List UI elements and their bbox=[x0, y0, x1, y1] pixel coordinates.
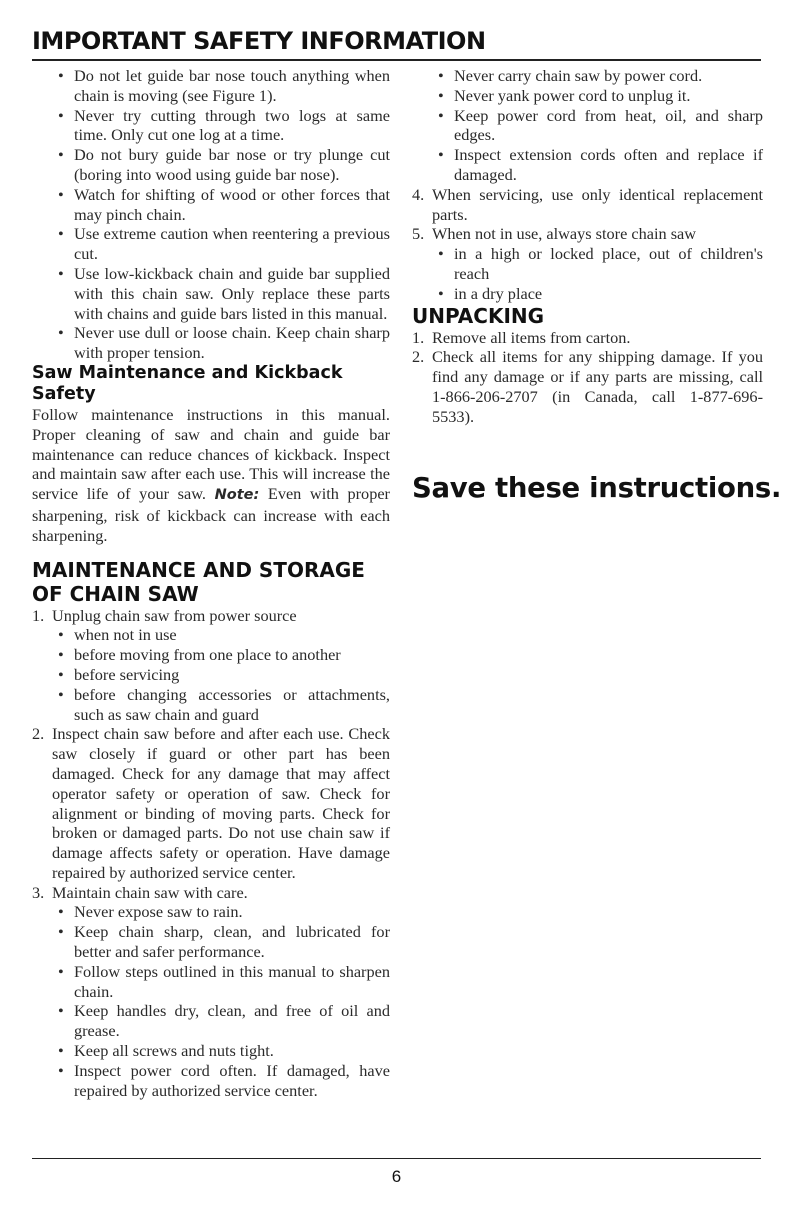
storage-list bbox=[412, 185, 763, 304]
list-item bbox=[32, 605, 390, 725]
item-number: 1. bbox=[412, 327, 425, 347]
list-item bbox=[32, 724, 390, 882]
item-number: 5. bbox=[412, 224, 425, 244]
right-column bbox=[412, 66, 782, 504]
maintenance-heading: MAINTENANCE AND STORAGE OF CHAIN SAW bbox=[32, 557, 365, 606]
title-divider bbox=[32, 59, 761, 61]
sub-bullet-list bbox=[52, 625, 390, 724]
sub-bullet-list bbox=[52, 902, 390, 1100]
list-item bbox=[412, 184, 763, 225]
cord-bullet-list bbox=[412, 66, 763, 185]
list-item: • Never try cutting through two logs at same time. Only cut one log at a time. bbox=[74, 106, 390, 146]
kickback-body: Follow maintenance instructions in this manual. Proper cleaning of saw and chain and guide bar maintenance can reduce chances of kickback. Inspect and maintain saw after each use. This will increase the service life of your saw. bbox=[32, 404, 390, 504]
item-text: Remove all items from carton. bbox=[432, 327, 631, 347]
sub-bullet-list bbox=[432, 244, 763, 303]
item-text: When servicing, use only identical replacement parts. bbox=[432, 184, 763, 224]
list-item: • Do not let guide bar nose touch anything when chain is moving (see Figure 1). bbox=[74, 66, 390, 106]
footer-divider bbox=[32, 1158, 761, 1159]
item-number: 2. bbox=[32, 724, 45, 744]
item-number: 3. bbox=[32, 882, 45, 902]
list-item: • Keep handles dry, clean, and free of oil and grease. bbox=[74, 1001, 390, 1041]
item-number: 1. bbox=[32, 605, 45, 625]
list-item: • Keep chain sharp, clean, and lubricated for better and safer performance. bbox=[74, 922, 390, 962]
unpacking-list bbox=[412, 328, 763, 427]
list-item: • Keep power cord from heat, oil, and sharp edges. bbox=[454, 106, 763, 146]
item-text: When not in use, always store chain saw bbox=[432, 224, 697, 244]
list-item: • Never carry chain saw by power cord. bbox=[454, 66, 763, 86]
list-item: • before servicing bbox=[74, 665, 390, 685]
list-item: • Keep all screws and nuts tight. bbox=[74, 1041, 390, 1061]
list-item: • Watch for shifting of wood or other forces that may pinch chain. bbox=[74, 185, 390, 225]
list-item: • before moving from one place to another bbox=[74, 645, 390, 665]
list-item: • Follow steps outlined in this manual to sharpen chain. bbox=[74, 962, 390, 1002]
save-instructions-text: Save these instructions. bbox=[412, 471, 782, 504]
list-item: • Inspect power cord often. If damaged, have repaired by authorized service center. bbox=[74, 1061, 390, 1101]
list-item bbox=[412, 327, 763, 348]
list-item: • Use low-kickback chain and guide bar supplied with this chain saw. Only replace these parts with chains and guide bars listed in this manual. bbox=[74, 264, 390, 323]
item-text: Inspect chain saw before and after each use. Check saw closely if guard or other part has been damaged. Check for any damage that may affect operator safety or operation of saw. Check for alignment or binding of moving parts. Check for broken or damaged parts. Do not use chain saw if damage affects safety or operation. Have damage repaired by authorized service center. bbox=[52, 724, 390, 882]
safety-bullet-list bbox=[32, 66, 390, 363]
item-number: 2. bbox=[412, 347, 425, 367]
left-column bbox=[32, 66, 390, 1100]
kickback-heading: Saw Maintenance and Kickback Safety bbox=[32, 362, 343, 404]
list-item: • Inspect extension cords often and replace if damaged. bbox=[454, 145, 763, 185]
maintenance-list bbox=[32, 606, 390, 1101]
page-number: 6 bbox=[391, 1167, 402, 1186]
item-text: Check all items for any shipping damage. If you find any damage or if any parts are missing, call 1-866-206-2707 (in Canada, call 1-877-696-5533). bbox=[432, 347, 763, 426]
list-item: • Use extreme caution when reentering a previous cut. bbox=[74, 224, 390, 264]
list-item: • before changing accessories or attachments, such as saw chain and guard bbox=[74, 685, 390, 725]
list-item: • Never yank power cord to unplug it. bbox=[454, 86, 763, 106]
list-item: • when not in use bbox=[74, 625, 390, 645]
list-item: • Do not bury guide bar nose or try plunge cut (boring into wood using guide bar nose). bbox=[74, 145, 390, 185]
page-title: IMPORTANT SAFETY INFORMATION bbox=[32, 27, 486, 55]
kickback-paragraph bbox=[32, 405, 390, 546]
list-item: • in a dry place bbox=[454, 284, 763, 304]
note-text: Even with proper sharpening, risk of kickback can increase with each sharpening. bbox=[32, 484, 390, 545]
list-item bbox=[412, 347, 763, 426]
list-item bbox=[32, 882, 390, 1101]
list-item bbox=[412, 224, 763, 303]
note-label: Note: bbox=[214, 487, 260, 504]
item-text: Unplug chain saw from power source bbox=[52, 605, 297, 625]
list-item: • Never expose saw to rain. bbox=[74, 902, 390, 922]
unpacking-heading: UNPACKING bbox=[412, 303, 545, 328]
list-item: • in a high or locked place, out of children's reach bbox=[454, 244, 763, 284]
item-text: Maintain chain saw with care. bbox=[52, 882, 248, 902]
item-number: 4. bbox=[412, 184, 425, 204]
list-item: • Never use dull or loose chain. Keep chain sharp with proper tension. bbox=[74, 323, 390, 363]
